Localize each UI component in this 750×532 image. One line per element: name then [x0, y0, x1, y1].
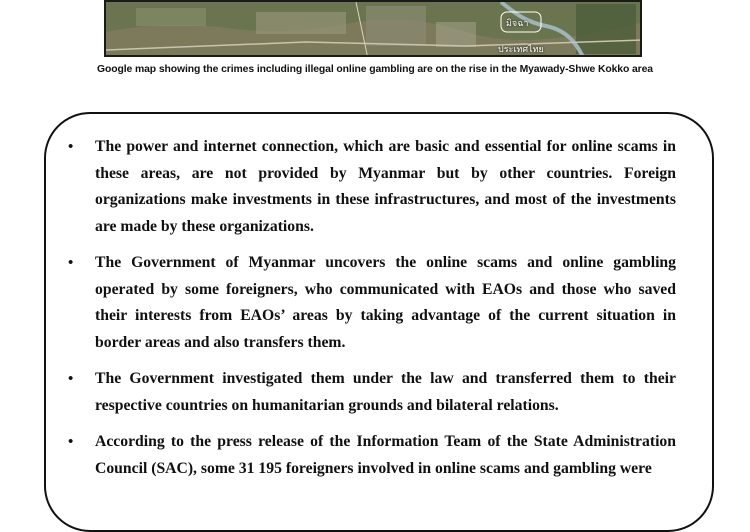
map-road-label: ประเทศไทย: [498, 45, 544, 55]
bullet-item: [64, 134, 676, 240]
bullet-dot-icon: •: [68, 255, 74, 271]
bullet-item: [64, 429, 676, 482]
bullet-item: [64, 250, 676, 356]
map-town-label: มิจฉา: [506, 19, 529, 29]
bullet-dot-icon: •: [68, 139, 74, 155]
bullet-text: The Government of Myanmar uncovers the online scams and online gambling operated by some foreigners, who communicated with EAOs and those who saved their interests from EAOs’ areas by taking advantage of the current situation in border areas and also transfers them.: [95, 254, 676, 351]
bullet-dot-icon: •: [68, 434, 74, 450]
bullet-text: According to the press release of the Information Team of the State Administration Council (SAC), some 31 195 foreigners involved in online scams and gambling were: [95, 433, 676, 477]
bullet-text: The power and internet connection, which are basic and essential for online scams in these areas, are not provided by Myanmar but by other countries. Foreign organizations make investments in these infrastructures, and most of the investments are made by these organizations.: [95, 138, 676, 235]
bullet-list: [64, 134, 676, 492]
satellite-map-image: [104, 0, 642, 57]
map-caption: Google map showing the crimes including illegal online gambling are on the rise in the Myawady-Shwe Kokko area: [97, 64, 653, 75]
bullet-text: The Government investigated them under the law and transferred them to their respective countries on humanitarian grounds and bilateral relations.: [95, 370, 676, 414]
bullet-item: [64, 366, 676, 419]
bullet-dot-icon: •: [68, 371, 74, 387]
